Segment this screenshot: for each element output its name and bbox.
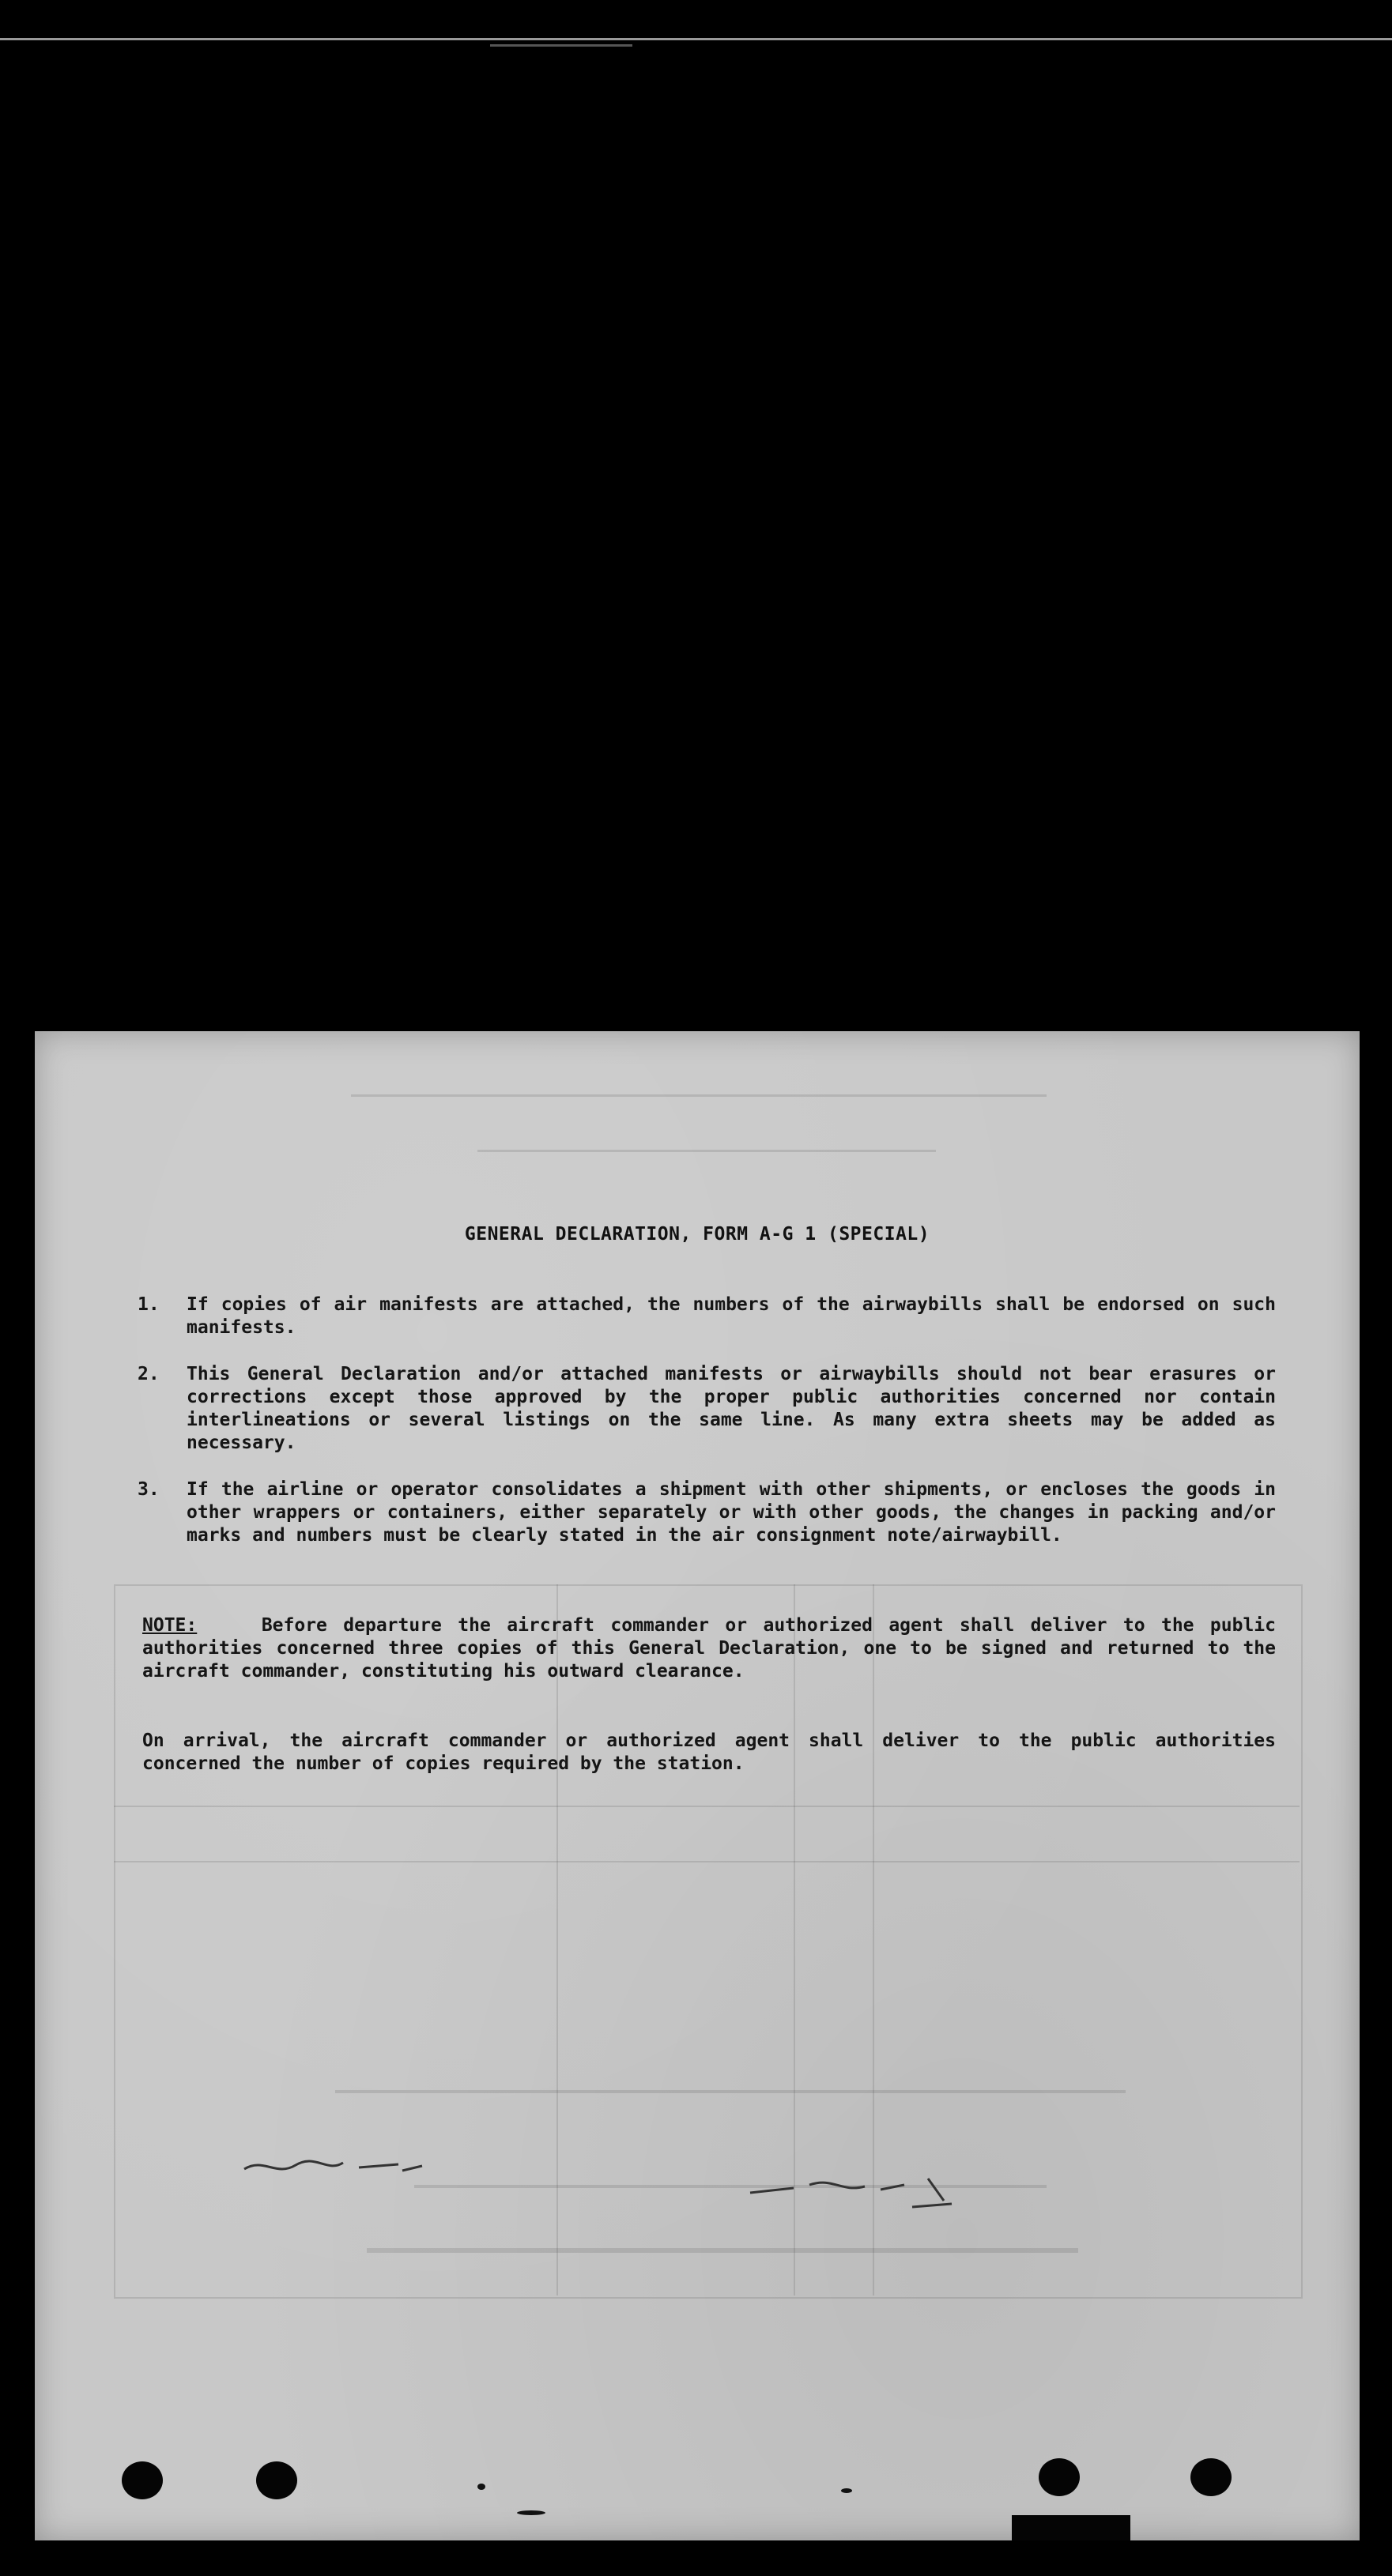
instruction-item (138, 1478, 1276, 1547)
scan-blot (1012, 2515, 1130, 2540)
item-number: 3. (138, 1479, 160, 1500)
note-label: NOTE: (142, 1615, 198, 1636)
bleed-through-line (367, 2248, 1078, 2253)
scan-speck (841, 2488, 852, 2493)
arrival-paragraph: On arrival, the aircraft commander or authorized agent shall deliver to the public authorities concerned the number of copies required by the station. (142, 1731, 1276, 1774)
item-number: 1. (138, 1294, 160, 1315)
bleed-through-line (351, 1094, 1047, 1097)
instruction-item (138, 1294, 1276, 1339)
scan-top-mark (490, 44, 632, 47)
document-title: GENERAL DECLARATION, FORM A-G 1 (SPECIAL) (464, 1224, 930, 1245)
punch-hole (122, 2461, 163, 2499)
note-paragraph (142, 1614, 1276, 1683)
item-number: 2. (138, 1364, 160, 1384)
document-page (35, 1031, 1360, 2540)
item-text: If the airline or operator consolidates a shipment with other shipments, or encloses the goods in other wrappers or containers, either separately or with other goods, the changes in packing and/or marks and numbers must be clearly stated in the air consignment note/airwaybill. (187, 1479, 1276, 1546)
item-text: If copies of air manifests are attached, the numbers of the airwaybills shall be endorsed on such manifests. (187, 1294, 1276, 1338)
bleed-through-line (556, 1584, 558, 2295)
punch-hole (1190, 2458, 1232, 2496)
handwritten-scribble (240, 2153, 430, 2185)
bleed-through-table (114, 1584, 1303, 2299)
scan-speck (477, 2484, 485, 2490)
scan-top-rule (0, 38, 1392, 40)
item-text: This General Declaration and/or attached manifests or airwaybills should not bear erasures or corrections except those approved by the proper public authorities concerned nor contain interlineations or several listings on the same line. As many extra sheets may be added as necessary. (187, 1364, 1276, 1453)
handwritten-scribble (746, 2169, 983, 2216)
punch-hole (1039, 2458, 1080, 2496)
scan-speck (517, 2510, 545, 2515)
bleed-through-line (114, 1806, 1300, 1807)
instruction-item (138, 1363, 1276, 1455)
note-text: Before departure the aircraft commander or authorized agent shall deliver to the public authorities concerned three copies of this General Declaration, one to be signed and returned to the aircraft commander, constituting his outward clearance. (142, 1615, 1276, 1682)
bleed-through-line (335, 2090, 1126, 2093)
punch-hole (256, 2461, 297, 2499)
bleed-through-line (114, 1861, 1300, 1862)
bleed-through-line (477, 1150, 936, 1152)
